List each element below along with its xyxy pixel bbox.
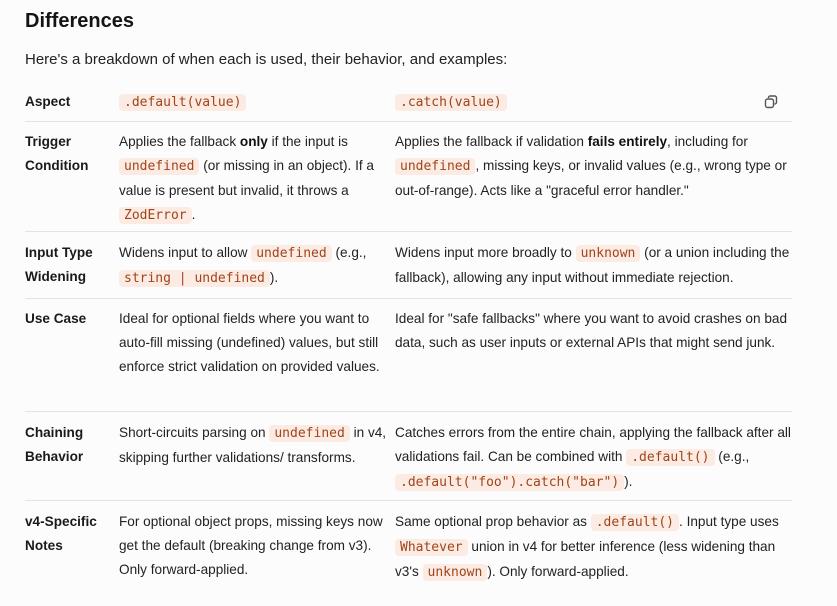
text: Widens input to allow xyxy=(119,245,252,260)
row-aspect: Use Case xyxy=(25,311,87,326)
text: in v4, skipping further validations/ transforms. xyxy=(119,425,387,465)
text: Same optional prop behavior as xyxy=(395,514,591,529)
inline-code: .default() xyxy=(591,514,679,531)
text: (or missing in an object). If a value is present but invalid, it throws a xyxy=(119,158,374,198)
inline-code: undefined xyxy=(119,158,199,175)
inline-code: undefined xyxy=(269,425,349,442)
inline-code: undefined xyxy=(251,245,331,262)
row-catch-cell xyxy=(395,307,792,411)
text: ). xyxy=(624,474,633,489)
text: union in v4 for better inference (less widening than v3's xyxy=(395,539,776,579)
header-catch xyxy=(395,90,792,115)
text: , including for xyxy=(667,134,748,149)
header-aspect: Aspect xyxy=(25,94,71,109)
row-catch-cell xyxy=(395,510,792,591)
copy-icon[interactable] xyxy=(762,93,780,111)
inline-code: .default() xyxy=(626,449,714,466)
row-catch-cell xyxy=(395,130,792,231)
header-default-code: .default(value) xyxy=(119,94,246,111)
text: Ideal for "safe fallbacks" where you want to avoid crashes on bad data, such as user inputs or external APIs that might send junk. xyxy=(395,311,788,350)
table-row xyxy=(25,122,792,232)
text: For optional object props, missing keys now get the default (breaking change from v3). Only forward-applied. xyxy=(119,514,383,577)
text: Widens input more broadly to xyxy=(395,245,576,260)
text: ). xyxy=(269,270,279,285)
header-default xyxy=(119,90,395,115)
section-heading: Differences xyxy=(25,10,134,32)
bold-text: fails entirely xyxy=(587,134,668,149)
text: (or a union including the fallback), allowing any input without immediate rejection. xyxy=(395,245,790,285)
row-catch-cell xyxy=(395,241,792,298)
table-row xyxy=(25,412,792,501)
table-row xyxy=(25,299,792,412)
intro-text: Here's a breakdown of when each is used, their behavior, and examples: xyxy=(25,51,508,68)
bold-text: only xyxy=(239,134,268,149)
row-aspect: Chaining Behavior xyxy=(25,425,84,464)
text: ). Only forward-applied. xyxy=(487,564,629,579)
row-default-cell xyxy=(119,130,395,231)
header-catch-code: .catch(value) xyxy=(395,94,507,111)
inline-code: .default("foo").catch("bar") xyxy=(395,474,624,491)
inline-code: unknown xyxy=(576,245,641,262)
text: Ideal for optional fields where you want to auto-fill missing (undefined) values, but still enforce strict validation on provided values. xyxy=(119,311,380,374)
table-header-row xyxy=(25,84,792,122)
text: (e.g., xyxy=(331,245,367,260)
row-aspect: Trigger Condition xyxy=(25,134,89,173)
row-default-cell xyxy=(119,421,395,500)
text: , missing keys, or invalid values (e.g., wrong type or out-of-range). Acts like a "graceful error handler." xyxy=(395,158,787,198)
inline-code: unknown xyxy=(423,564,488,581)
row-catch-cell xyxy=(395,421,792,500)
text: Applies the fallback if validation xyxy=(395,134,588,149)
inline-code: ZodError xyxy=(119,207,192,224)
table-row xyxy=(25,501,792,591)
inline-code: Whatever xyxy=(395,539,468,556)
inline-code: string | undefined xyxy=(119,270,270,287)
text: Short-circuits parsing on xyxy=(119,425,270,440)
row-aspect: v4-Specific Notes xyxy=(25,514,97,553)
text: (e.g., xyxy=(714,449,750,464)
text: Applies the fallback xyxy=(119,134,240,149)
row-default-cell xyxy=(119,510,395,591)
text: if the input is xyxy=(267,134,348,149)
row-default-cell xyxy=(119,307,395,411)
table-row xyxy=(25,232,792,299)
inline-code: undefined xyxy=(395,158,475,175)
row-aspect: Input Type Widening xyxy=(25,245,93,284)
row-default-cell xyxy=(119,241,395,298)
text: Catches errors from the entire chain, applying the fallback after all validations fail. Can be combined with xyxy=(395,425,791,464)
text: . xyxy=(191,207,196,222)
comparison-table xyxy=(25,84,792,591)
text: . Input type uses xyxy=(679,514,779,529)
